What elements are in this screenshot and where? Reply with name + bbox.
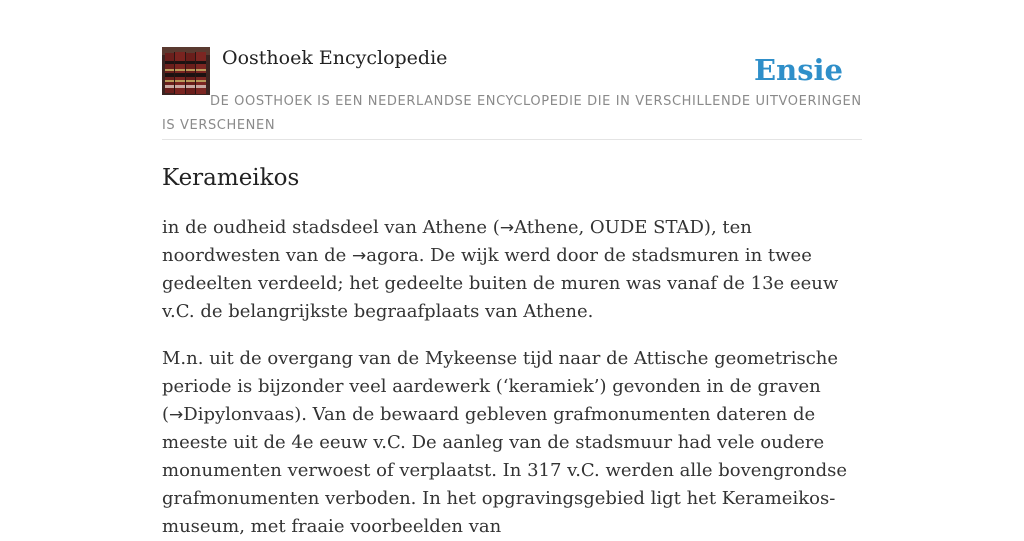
site-header <box>162 46 862 140</box>
encyclopedia-books-icon <box>162 47 210 95</box>
article-title: Kerameikos <box>162 165 300 191</box>
article-paragraph-1 <box>162 214 862 326</box>
xref-label: Dipylonvaas <box>183 404 295 425</box>
site-tagline: DE OOSTHOEK IS EEN NEDERLANDSE ENCYCLOPEDIE DIE IN VERSCHILLENDE UITVOERINGEN IS VERSCHENEN <box>162 94 862 133</box>
brand-logo[interactable]: Ensie <box>754 53 843 87</box>
paragraph-text: ), ten noordwesten van de <box>162 217 752 266</box>
paragraph-text: in de oudheid stadsdeel van Athene ( <box>162 217 500 238</box>
arrow-right-icon: → <box>169 405 184 425</box>
xref-label: Athene, OUDE STAD <box>514 217 704 238</box>
paragraph-text: ). Van de bewaard gebleven grafmonumenten dateren de meeste uit de 4e eeuw v.C. De aanleg van de stadsmuur had vele oudere monumenten verwoest of verplaatst. In 317 v.C. werden alle bovengrondse grafmonumenten verboden. In het opgravingsgebied ligt het Kerameikos-museum, met fraaie voorbeelden van <box>162 404 848 537</box>
paragraph-text: . De wijk werd door de stadsmuren in twee gedeelten verdeeld; het gedeelte buiten de muren was vanaf de 13e eeuw v.C. de belangrijkste begraafplaats van Athene. <box>162 245 839 322</box>
site-avatar[interactable] <box>162 47 210 95</box>
xref-label: agora <box>366 245 419 266</box>
site-title[interactable]: Oosthoek Encyclopedie <box>222 47 448 69</box>
xref-athene-link[interactable] <box>500 217 704 238</box>
arrow-right-icon: → <box>352 246 367 266</box>
paragraph-text: M.n. uit de overgang van de Mykeense tijd naar de Attische geometrische periode is bijzonder veel aardewerk (‘keramiek’) gevonden in de graven ( <box>162 348 839 425</box>
arrow-right-icon: → <box>499 218 515 238</box>
xref-agora-link[interactable] <box>352 245 419 266</box>
article <box>162 160 862 541</box>
article-paragraph-2 <box>162 345 862 541</box>
xref-dipylonvaas-link[interactable] <box>169 404 294 425</box>
